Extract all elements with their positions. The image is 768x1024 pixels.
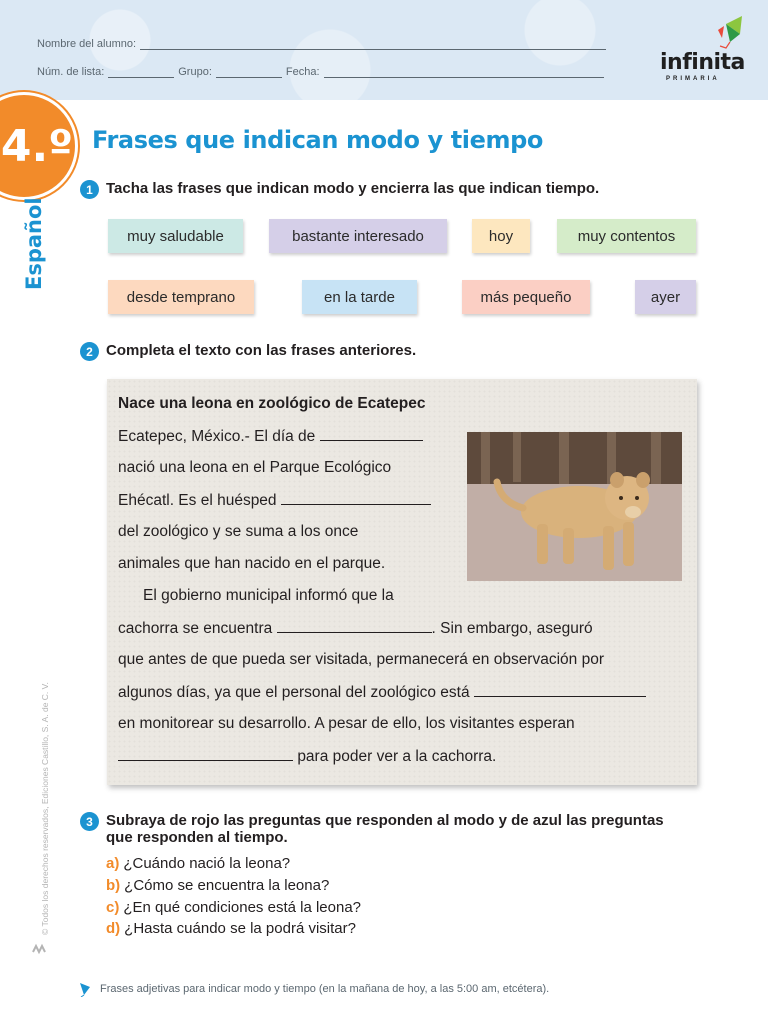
reading-line: que antes de que pueda ser visitada, permanecerá en observación por: [118, 651, 604, 668]
list-number-field[interactable]: [108, 68, 174, 78]
reading-line: [118, 683, 646, 702]
copyright-notice: © Todos los derechos reservados, Ediciones Castillo, S. A. de C. V.: [40, 682, 50, 935]
reading-line: del zoológico y se suma a los once: [118, 523, 359, 540]
reading-line: [118, 491, 431, 510]
student-name-field[interactable]: [140, 40, 606, 50]
activity-3-number: 3: [80, 812, 99, 831]
question-letter: a): [106, 855, 120, 872]
student-name-row: [37, 38, 610, 50]
reading-headline: Nace una leona en zoológico de Ecatepec: [118, 395, 426, 412]
reading-text: Ecatepec, México.- El día de: [118, 428, 316, 445]
activity-2-number: 2: [80, 342, 99, 361]
publisher-logo-icon: [32, 942, 46, 956]
blank-field-4[interactable]: [474, 683, 646, 697]
page-title: Frases que indican modo y tiempo: [92, 126, 543, 154]
phrase-chip-bastante-interesado[interactable]: bastante interesado: [269, 219, 447, 253]
reading-line: nació una leona en el Parque Ecológico: [118, 459, 392, 476]
phrase-chip-ayer[interactable]: ayer: [635, 280, 696, 314]
question-letter: b): [106, 877, 121, 894]
question-item-b[interactable]: [106, 877, 329, 894]
activity-3-instruction: [80, 812, 664, 846]
question-letter: d): [106, 920, 121, 937]
reading-line: El gobierno municipal informó que la: [143, 587, 394, 604]
activity-2-instruction: [80, 342, 416, 361]
phrase-chip-en-la-tarde[interactable]: en la tarde: [302, 280, 417, 314]
question-text: ¿Hasta cuándo se la podrá visitar?: [124, 920, 356, 937]
reading-line: [118, 747, 496, 766]
logo-subtitle: PRIMARIA: [666, 76, 720, 82]
logo-name: infinita: [660, 50, 745, 75]
group-field[interactable]: [216, 68, 282, 78]
kite-icon: [78, 981, 92, 997]
question-text: ¿En qué condiciones está la leona?: [123, 899, 362, 916]
kite-icon: [656, 14, 752, 54]
reading-box: [107, 379, 697, 785]
list-number-label: Núm. de lista:: [37, 66, 105, 78]
reading-line: [118, 427, 423, 446]
grade-label: 4.º: [0, 120, 74, 172]
reading-line: [118, 619, 593, 638]
reading-text: Ehécatl. Es el huésped: [118, 492, 277, 509]
activity-1-text: Tacha las frases que indican modo y encierra las que indican tiempo.: [106, 180, 600, 197]
reading-line: animales que han nacido en el parque.: [118, 555, 386, 572]
date-label: Fecha:: [285, 66, 320, 78]
question-item-c[interactable]: [106, 899, 361, 916]
date-field[interactable]: [324, 68, 604, 78]
reading-text: para poder ver a la cachorra.: [297, 748, 497, 765]
lion-cub-photo: [467, 432, 682, 581]
phrase-chip-mas-pequeno[interactable]: más pequeño: [462, 280, 590, 314]
question-item-d[interactable]: [106, 920, 356, 937]
phrase-chip-muy-saludable[interactable]: muy saludable: [108, 219, 243, 253]
activity-1-number: 1: [80, 180, 99, 199]
question-letter: c): [106, 899, 120, 916]
subject-label: Español: [22, 197, 46, 290]
student-name-label: Nombre del alumno:: [37, 38, 137, 50]
blank-field-1[interactable]: [320, 427, 423, 441]
activity-2-text: Completa el texto con las frases anteriores.: [106, 342, 417, 359]
reading-text: algunos días, ya que el personal del zoológico está: [118, 684, 470, 701]
footer-text: Frases adjetivas para indicar modo y tiempo (en la mañana de hoy, a las 5:00 am, etcétera).: [100, 983, 550, 995]
reading-line: en monitorear su desarrollo. A pesar de ello, los visitantes esperan: [118, 715, 575, 732]
grade-badge: [0, 92, 78, 200]
activity-1-instruction: [80, 180, 599, 199]
phrase-chip-muy-contentos[interactable]: muy contentos: [557, 219, 696, 253]
reading-text: cachorra se encuentra: [118, 620, 273, 637]
blank-field-3[interactable]: [277, 619, 432, 633]
reading-text: . Sin embargo, aseguró: [431, 620, 593, 637]
blank-field-2[interactable]: [281, 491, 431, 505]
infinita-logo: [656, 14, 752, 86]
question-text: ¿Cómo se encuentra la leona?: [124, 877, 330, 894]
question-text: ¿Cuándo nació la leona?: [123, 855, 291, 872]
phrase-chip-hoy[interactable]: hoy: [472, 219, 530, 253]
question-item-a[interactable]: [106, 855, 290, 872]
list-info-row: [37, 66, 608, 78]
header-band: [0, 0, 768, 100]
activity-3-text-line2: que responden al tiempo.: [106, 829, 288, 846]
activity-3-text-line1: Subraya de rojo las preguntas que responden al modo y de azul las preguntas: [106, 812, 664, 829]
group-label: Grupo:: [178, 66, 212, 78]
blank-field-5[interactable]: [118, 747, 293, 761]
phrase-chip-desde-temprano[interactable]: desde temprano: [108, 280, 254, 314]
footer-note: [78, 981, 549, 997]
